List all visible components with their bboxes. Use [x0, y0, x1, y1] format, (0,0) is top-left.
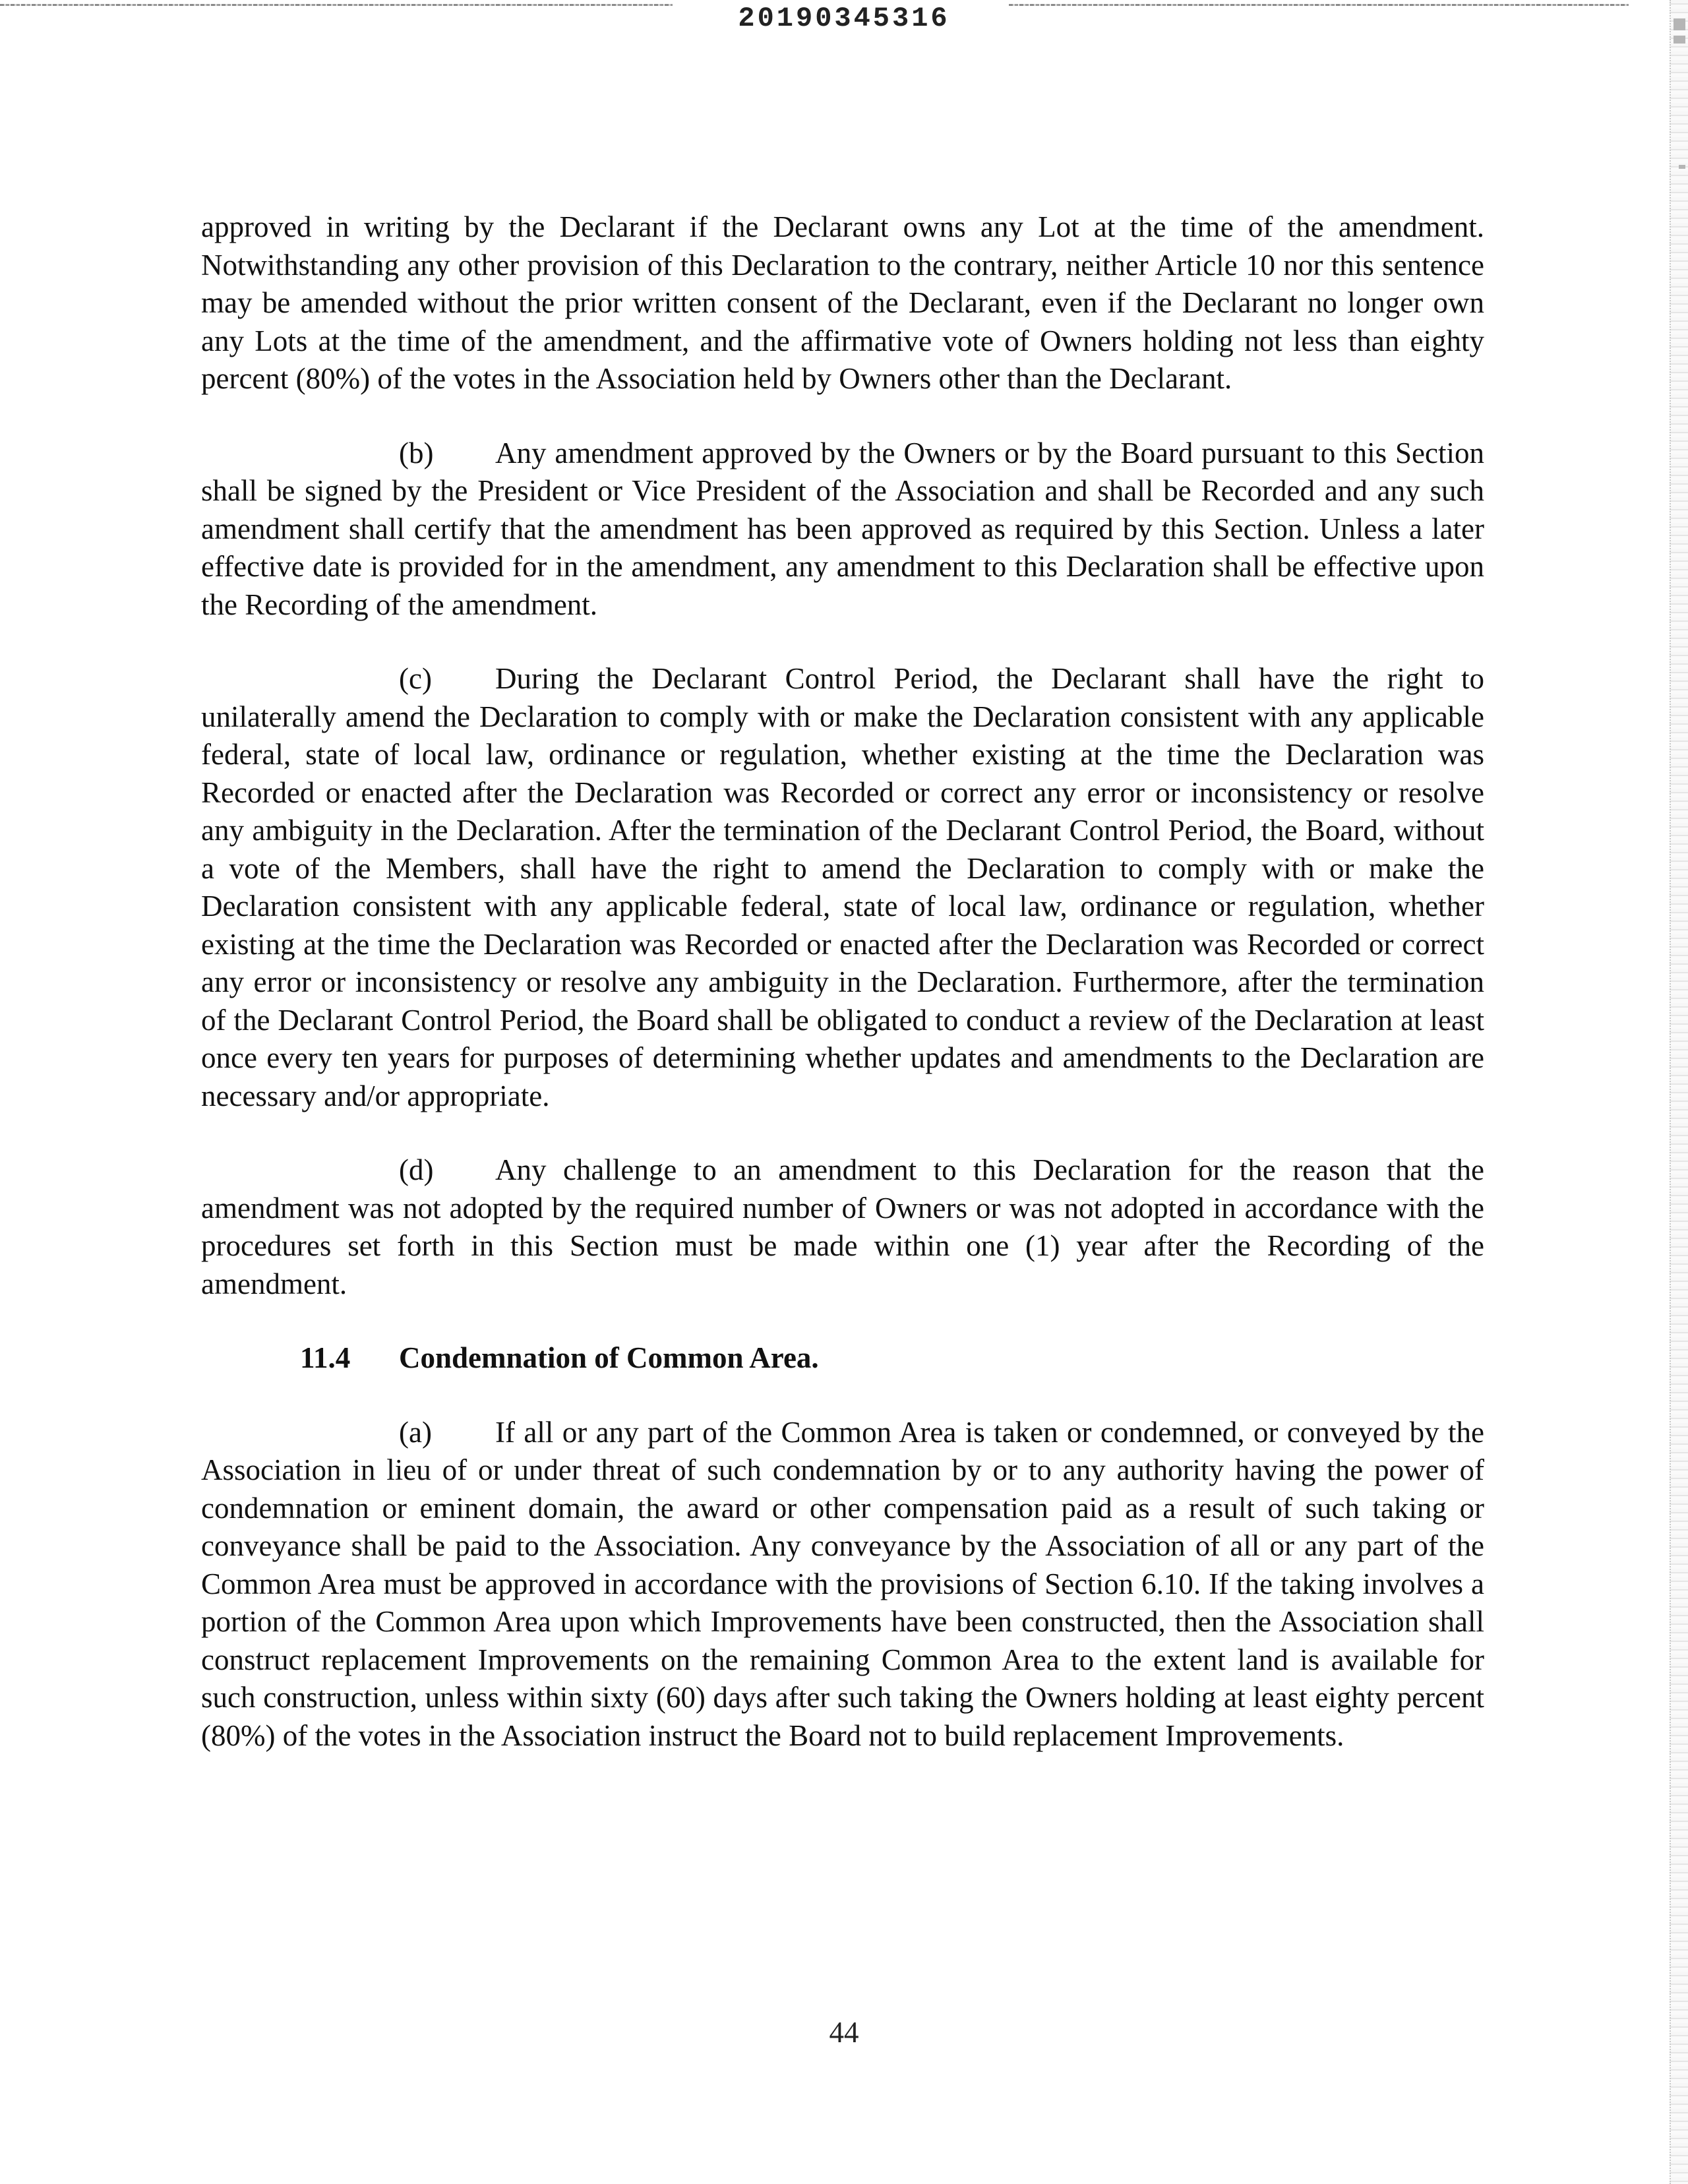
- scan-edge-strip: [1670, 0, 1688, 2184]
- paragraph-marker: (c): [399, 662, 432, 695]
- scan-edge-mark: [1679, 165, 1685, 169]
- paragraph-d: [201, 1151, 1484, 1303]
- paragraph-marker: (b): [399, 436, 434, 470]
- scan-edge-mark: [1673, 36, 1685, 44]
- paragraph-text: Any amendment approved by the Owners or by the Board pursuant to this Section shall be signed by the President or Vice President of the Association and shall be Recorded and any such amendment shall certify that the amendment has been approved as required by this Section. Unless a later effective date is provided for in the amendment, any amendment to this Declaration shall be effective upon the Recording of the amendment.: [201, 436, 1484, 621]
- paragraph-text: Any challenge to an amendment to this Declaration for the reason that the amendment was not adopted by the required number of Owners or was not adopted in accordance with the procedures set forth in this Section must be made within one (1) year after the Recording of the amendment.: [201, 1153, 1484, 1300]
- paragraph-text: If all or any part of the Common Area is taken or condemned, or conveyed by the Association in lieu of or under threat of such condemnation by or to any authority having the power of condemnation or eminent domain, the award or other compensation paid as a result of such taking or conveyance shall be paid to the Association. Any conveyance by the Association of all or any part of the Common Area must be approved in accordance with the provisions of Section 6.10. If the taking involves a portion of the Common Area upon which Improvements have been constructed, then the Association shall construct replacement Improvements on the remaining Common Area to the extent land is available for such construction, unless within sixty (60) days after such taking the Owners holding at least eighty percent (80%) of the votes in the Association instruct the Board not to build replacement Improvements.: [201, 1415, 1484, 1752]
- paragraph-text: During the Declarant Control Period, the Declarant shall have the right to unilaterally amend the Declaration to comply with or make the Declaration consistent with any applicable federal, state of local law, ordinance or regulation, whether existing at the time the Declaration was Recorded or enacted after the Declaration was Recorded or correct any error or inconsistency or resolve any ambiguity in the Declaration. After the termination of the Declarant Control Period, the Board, without a vote of the Members, shall have the right to amend the Declaration to comply with or make the Declaration consistent with any applicable federal, state of local law, ordinance or regulation, whether existing at the time the Declaration was Recorded or enacted after the Declaration was Recorded or correct any error or inconsistency or resolve any ambiguity in the Declaration. Furthermore, after the termination of the Declarant Control Period, the Board shall be obligated to conduct a review of the Declaration at least once every ten years for purposes of determining whether updates and amendments to the Declaration are necessary and/or appropriate.: [201, 662, 1484, 1112]
- section-heading: [201, 1339, 1484, 1378]
- paragraph-marker: (a): [399, 1415, 432, 1449]
- document-number: 20190345316: [738, 3, 950, 34]
- paragraph-condemnation-a: [201, 1414, 1484, 1755]
- section-number: 11.4: [300, 1341, 351, 1374]
- paragraph-c: [201, 660, 1484, 1115]
- section-title: Condemnation of Common Area.: [399, 1341, 819, 1374]
- scan-edge-mark: [1673, 18, 1685, 30]
- page-number: 44: [829, 2016, 859, 2049]
- paragraph-marker: (d): [399, 1153, 434, 1186]
- document-body: [201, 208, 1484, 1791]
- paragraph-b: [201, 435, 1484, 624]
- paragraph-amendment-continued: approved in writing by the Declarant if the Declarant owns any Lot at the time of the amendment. Notwithstanding any other provision of this Declaration to the contrary, neither Article 10 nor this sentence may be amended without the prior written consent of the Declarant, even if the Declarant no longer own any Lots at the time of the amendment, and the affirmative vote of Owners holding not less than eighty percent (80%) of the votes in the Association held by Owners other than the Declarant.: [201, 210, 1484, 395]
